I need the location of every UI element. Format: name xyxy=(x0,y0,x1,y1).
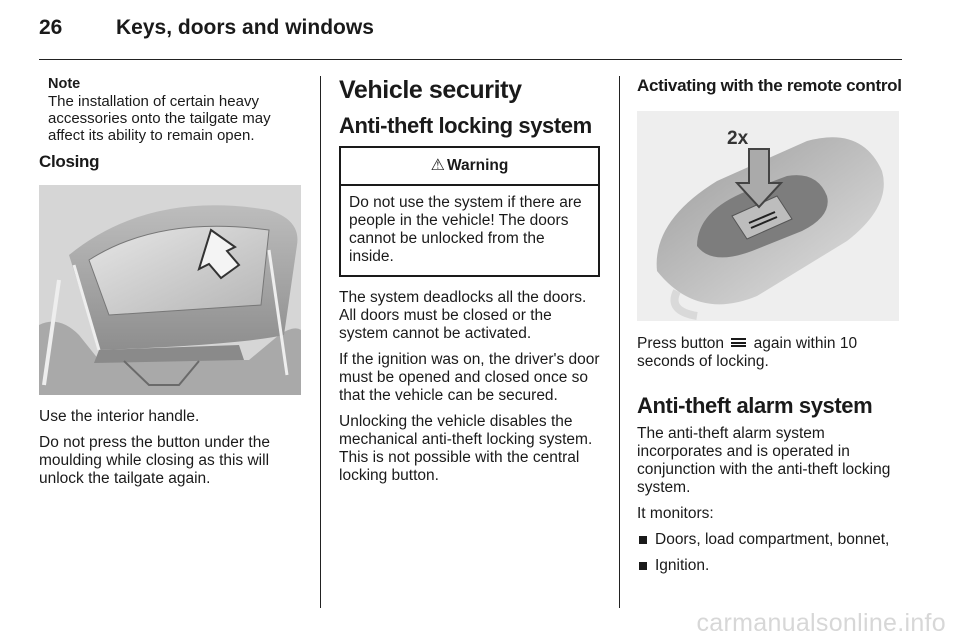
warning-box xyxy=(339,146,600,277)
watermark: carmanualsonline.info xyxy=(696,609,946,637)
page-number: 26 xyxy=(39,16,63,39)
lock-button-icon xyxy=(731,338,746,347)
press-text-after: again within 10 seconds of locking. xyxy=(637,335,858,370)
list-item xyxy=(637,557,905,575)
ignition-text: If the ignition was on, the driver's door must be opened and closed once so that the vehicle can be secured. xyxy=(339,351,600,404)
tailgate-warning-text: Do not press the button under the moulding while closing as this will unlock the tailgate again. xyxy=(39,434,270,487)
warning-icon: ⚠ xyxy=(430,157,445,174)
warning-title: Warning xyxy=(446,157,509,174)
note-block xyxy=(39,76,307,144)
bullet-icon xyxy=(639,536,647,544)
note-label: Note xyxy=(48,76,81,92)
middle-column xyxy=(339,76,604,493)
list-item-text: Doors, load compartment, bonnet, xyxy=(655,531,890,548)
deadlock-text: The system deadlocks all the doors. All doors must be closed or the system cannot be activated. xyxy=(339,289,587,342)
anti-theft-alarm-heading: Anti-theft alarm system xyxy=(637,393,873,418)
column-divider-2 xyxy=(619,76,620,608)
list-item-text: Ignition. xyxy=(655,557,710,574)
bullet-icon xyxy=(639,562,647,570)
press-text-before: Press button xyxy=(637,335,725,352)
left-column xyxy=(39,76,307,496)
unlocking-text: Unlocking the vehicle disables the mechanical anti-theft locking system. This is not possible with the central locking button. xyxy=(339,413,593,484)
press-button-text xyxy=(637,335,905,371)
warning-header xyxy=(341,148,598,186)
vehicle-security-heading: Vehicle security xyxy=(339,76,522,104)
anti-theft-locking-heading: Anti-theft locking system xyxy=(339,113,592,138)
header-rule xyxy=(39,59,902,60)
list-item xyxy=(637,531,905,549)
alarm-description-text: The anti-theft alarm system incorporates and is operated in conjunction with the anti-theft locking system. xyxy=(637,425,891,496)
right-column xyxy=(637,76,905,583)
closing-heading: Closing xyxy=(39,152,100,171)
tailgate-illustration xyxy=(39,185,301,395)
remote-activation-heading: Activating with the remote control xyxy=(637,76,902,95)
warning-text: Do not use the system if there are people in the vehicle! The doors cannot be unlocked from the inside. xyxy=(349,194,582,265)
press-twice-label: 2x xyxy=(727,128,749,149)
column-divider-1 xyxy=(320,76,321,608)
page-title: Keys, doors and windows xyxy=(116,16,374,39)
remote-key-illustration xyxy=(637,111,899,321)
note-text: The installation of certain heavy accessories onto the tailgate may affect its ability to remain open. xyxy=(48,93,271,144)
interior-handle-text: Use the interior handle. xyxy=(39,408,200,425)
monitors-text: It monitors: xyxy=(637,505,714,522)
